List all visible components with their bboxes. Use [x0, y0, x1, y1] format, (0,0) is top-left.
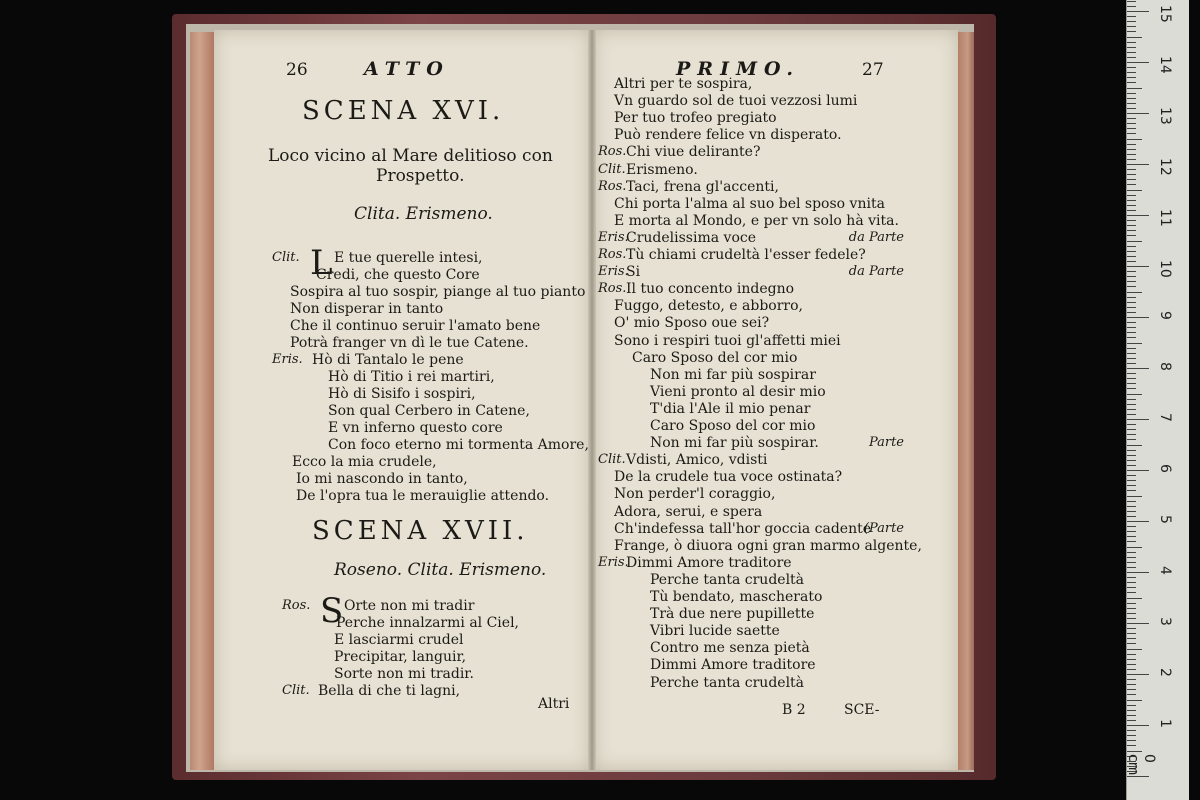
ruler-tick [1127, 751, 1142, 752]
ruler-tick [1127, 159, 1136, 160]
ruler-tick [1127, 154, 1136, 155]
stage-aside: (Parte [863, 520, 904, 536]
ruler-tick [1127, 317, 1149, 318]
ruler-number: 7 [1157, 413, 1173, 422]
ruler-tick [1127, 195, 1136, 196]
ruler-tick [1127, 694, 1136, 695]
verse-text: Dimmi Amore traditore [626, 554, 792, 571]
ruler-tick [1127, 501, 1136, 502]
verse-text: Dimmi Amore traditore [650, 657, 816, 674]
ruler-tick [1127, 215, 1149, 216]
ruler-tick [1127, 577, 1136, 578]
speaker-label: Ros. [598, 247, 627, 262]
ruler-tick [1127, 679, 1136, 680]
verse-text: Vdisti, Amico, vdisti [626, 452, 768, 469]
verse-text: Io mi nascondo in tanto, [296, 471, 468, 487]
speaker-label: Clit. [282, 683, 310, 698]
verse-text: Tù bendato, mascherato [650, 589, 823, 605]
ruler-unit-label: 0 cm [1125, 754, 1157, 776]
ruler-tick [1127, 26, 1136, 27]
ruler-tick [1127, 42, 1136, 43]
ruler-tick [1127, 669, 1136, 670]
ruler-tick [1127, 241, 1142, 242]
verse-text: Chi viue delirante? [626, 144, 761, 161]
verse-text: Caro Sposo del cor mio [632, 349, 798, 366]
ruler-tick [1127, 725, 1149, 726]
ruler-tick [1127, 460, 1136, 461]
ruler-number: 11 [1157, 209, 1173, 227]
ruler-tick [1127, 424, 1136, 425]
verse-text: Ch'indefessa tall'hor goccia cadente [614, 520, 872, 537]
ruler-tick [1127, 450, 1136, 451]
left-page-edge [190, 32, 214, 770]
ruler-tick [1127, 700, 1142, 701]
verse-text: Bella di che ti lagni, [318, 683, 461, 699]
ruler-tick [1127, 409, 1136, 410]
verse-text: Tù chiami crudeltà l'esser fedele? [626, 247, 866, 263]
ruler-tick [1127, 164, 1149, 165]
ruler-tick [1127, 108, 1136, 109]
ruler-tick [1127, 343, 1142, 344]
ruler-tick [1127, 98, 1136, 99]
verse-text: Fuggo, detesto, e abborro, [614, 298, 803, 315]
ruler-tick [1127, 526, 1136, 527]
verse-text: Orte non mi tradir [344, 598, 475, 614]
ruler-tick [1127, 628, 1136, 629]
ruler-tick [1127, 613, 1136, 614]
ruler-tick [1127, 475, 1136, 476]
scene-setting-line-1: Loco vicino al Mare delitioso con [268, 146, 553, 166]
ruler-tick [1127, 179, 1136, 180]
scene-title-xvi: SCENA XVI. [302, 96, 505, 126]
ruler-number: 4 [1157, 566, 1173, 575]
ruler-tick [1127, 225, 1136, 226]
verse-text: Per tuo trofeo pregiato [614, 110, 777, 127]
ruler-tick [1127, 358, 1136, 359]
ruler-tick [1127, 745, 1136, 746]
ruler-tick [1127, 88, 1142, 89]
verse-text: Sospira al tuo sospir, piange al tuo pianto [290, 284, 586, 300]
verse-text: Non disperar in tanto [290, 301, 444, 317]
speaker-label: Ros. [282, 598, 311, 613]
ruler-tick [1127, 128, 1136, 129]
ruler-tick [1127, 169, 1136, 170]
ruler-tick [1127, 113, 1149, 114]
ruler-tick [1127, 271, 1136, 272]
ruler-tick [1127, 47, 1136, 48]
verse-text: Può rendere felice vn disperato. [614, 127, 842, 144]
scene-xvii-persons: Roseno. Clita. Erismeno. [334, 560, 547, 580]
stage-aside: da Parte [848, 229, 904, 245]
verse-text: E lasciarmi crudel [334, 632, 464, 648]
ruler-tick [1127, 266, 1149, 267]
ruler-tick [1127, 72, 1136, 73]
ruler-tick [1127, 220, 1136, 221]
verse-text: Chi porta l'alma al suo bel sposo vnita [614, 195, 885, 212]
verse-text: Non mi far più sospirar. [650, 435, 819, 452]
ruler-tick [1127, 445, 1142, 446]
speaker-label: Clit. [598, 452, 626, 468]
ruler-number: 3 [1157, 617, 1173, 626]
measurement-ruler [1126, 0, 1189, 800]
ruler-tick [1127, 582, 1136, 583]
ruler-tick [1127, 31, 1136, 32]
ruler-tick [1127, 547, 1142, 548]
drop-cap: L [310, 243, 333, 283]
speaker-label: Eris. [272, 352, 303, 367]
ruler-tick [1127, 256, 1136, 257]
ruler-tick [1127, 531, 1136, 532]
ruler-tick [1127, 689, 1136, 690]
ruler-number: 5 [1157, 515, 1173, 524]
ruler-tick [1127, 261, 1136, 262]
ruler-tick [1127, 67, 1136, 68]
verse-text: Con foco eterno mi tormenta Amore, [328, 437, 589, 453]
ruler-tick [1127, 327, 1136, 328]
ruler-tick [1127, 21, 1136, 22]
ruler-tick [1127, 485, 1136, 486]
ruler-number: 9 [1157, 311, 1173, 320]
verse-text: Precipitar, languir, [334, 649, 467, 665]
signature-mark: B 2 [782, 702, 806, 718]
ruler-tick [1127, 312, 1136, 313]
right-page-edge [958, 32, 974, 770]
verse-text: Potrà franger vn dì le tue Catene. [290, 335, 529, 351]
verse-text: Hò di Tantalo le pene [312, 352, 464, 368]
verse-text: Hò di Titio i rei martiri, [328, 369, 495, 385]
verse-text: Erismeno. [626, 161, 698, 178]
ruler-tick [1127, 246, 1136, 247]
verse-text: Taci, frena gl'accenti, [626, 178, 779, 195]
verse-text: Frange, ò diuora ogni gran marmo algente, [614, 537, 922, 554]
ruler-tick [1127, 210, 1136, 211]
ruler-tick [1127, 516, 1136, 517]
ruler-tick [1127, 649, 1142, 650]
speaker-label: Ros. [598, 144, 627, 160]
verse-text: Adora, serui, e spera [614, 503, 763, 520]
ruler-tick [1127, 292, 1142, 293]
ruler-tick [1127, 419, 1149, 420]
ruler-tick [1127, 552, 1136, 553]
ruler-tick [1127, 674, 1149, 675]
ruler-tick [1127, 383, 1136, 384]
ruler-tick [1127, 353, 1136, 354]
ruler-tick [1127, 230, 1136, 231]
ruler-tick [1127, 337, 1136, 338]
verse-text: Caro Sposo del cor mio [650, 418, 816, 434]
ruler-tick [1127, 16, 1136, 17]
ruler-tick [1127, 603, 1136, 604]
ruler-tick [1127, 587, 1136, 588]
ruler-number: 13 [1157, 107, 1173, 125]
ruler-tick [1127, 572, 1149, 573]
ruler-tick [1127, 184, 1136, 185]
ruler-tick [1127, 414, 1136, 415]
speaker-label: Clit. [272, 250, 300, 265]
scene-title-xvii: SCENA XVII. [312, 516, 529, 546]
ruler-tick [1127, 720, 1136, 721]
ruler-tick [1127, 643, 1136, 644]
ruler-number: 8 [1157, 362, 1173, 371]
ruler-tick [1127, 307, 1136, 308]
ruler-tick [1127, 465, 1136, 466]
ruler-tick [1127, 541, 1136, 542]
verse-text: Son qual Cerbero in Catene, [328, 403, 530, 419]
verse-text: Non mi far più sospirar [650, 366, 816, 383]
ruler-tick [1127, 557, 1136, 558]
ruler-tick [1127, 93, 1136, 94]
verse-text: E morta al Mondo, e per vn solo hà vita. [614, 212, 899, 229]
drop-cap: S [320, 591, 344, 631]
verse-text: Hò di Sisifo i sospiri, [328, 386, 476, 402]
verse-text: Che il continuo seruir l'amato bene [290, 318, 541, 334]
right-page-number: 27 [862, 60, 884, 80]
verse-text: De l'opra tua le merauiglie attendo. [296, 488, 550, 504]
ruler-tick [1127, 348, 1136, 349]
ruler-tick [1127, 378, 1136, 379]
verse-text: E vn inferno questo core [328, 420, 503, 436]
ruler-tick [1127, 6, 1136, 7]
ruler-tick [1127, 506, 1136, 507]
verse-text: Perche tanta crudeltà [650, 571, 805, 588]
verse-text: Altri per te sospira, [614, 76, 753, 92]
ruler-tick [1127, 705, 1136, 706]
speaker-label: Ros. [598, 281, 627, 297]
ruler-tick [1127, 439, 1136, 440]
ruler-number: 10 [1157, 260, 1173, 278]
ruler-tick [1127, 302, 1136, 303]
ruler-tick [1127, 123, 1136, 124]
stage-aside: da Parte [848, 264, 904, 280]
ruler-tick [1127, 103, 1136, 104]
ruler-tick [1127, 1, 1136, 2]
ruler-tick [1127, 149, 1136, 150]
speaker-label: Eris. [598, 554, 629, 570]
ruler-tick [1127, 139, 1142, 140]
ruler-tick [1127, 77, 1136, 78]
ruler-number: 2 [1157, 668, 1173, 677]
verse-text: Vibri lucide saette [650, 623, 780, 640]
ruler-number: 15 [1157, 5, 1173, 23]
ruler-tick [1127, 592, 1136, 593]
verse-text: Non perder'l coraggio, [614, 486, 776, 503]
speaker-label: Ros. [598, 178, 627, 194]
verse-text: Vn guardo sol de tuoi vezzosi lumi [614, 93, 858, 110]
scene-setting-line-2: Prospetto. [376, 166, 465, 186]
right-catchword: SCE- [844, 702, 880, 718]
ruler-tick [1127, 394, 1142, 395]
ruler-tick [1127, 638, 1136, 639]
ruler-tick [1127, 470, 1149, 471]
verse-text: Perche tanta crudeltà [650, 674, 805, 691]
ruler-tick [1127, 633, 1136, 634]
ruler-number: 14 [1157, 56, 1173, 74]
ruler-tick [1127, 684, 1136, 685]
ruler-number: 12 [1157, 158, 1173, 176]
ruler-tick [1127, 37, 1142, 38]
ruler-tick [1127, 654, 1136, 655]
ruler-tick [1127, 740, 1136, 741]
ruler-tick [1127, 200, 1136, 201]
ruler-tick [1127, 133, 1136, 134]
ruler-tick [1127, 235, 1136, 236]
ruler-tick [1127, 388, 1136, 389]
verse-text: T'dia l'Ale il mio penar [650, 400, 811, 417]
ruler-tick [1127, 608, 1136, 609]
ruler-tick [1127, 276, 1136, 277]
ruler-tick [1127, 281, 1136, 282]
speaker-label: Clit. [598, 161, 626, 177]
ruler-tick [1127, 659, 1136, 660]
ruler-tick [1127, 730, 1136, 731]
ruler-tick [1127, 567, 1136, 568]
ruler-tick [1127, 735, 1136, 736]
ruler-tick [1127, 332, 1136, 333]
ruler-tick [1127, 710, 1136, 711]
ruler-tick [1127, 490, 1136, 491]
verse-text: Ecco la mia crudele, [292, 454, 437, 470]
verse-text: Il tuo concento indegno [626, 281, 795, 298]
ruler-tick [1127, 52, 1136, 53]
verse-text: Crudelissima voce [626, 229, 757, 246]
ruler-tick [1127, 521, 1149, 522]
ruler-tick [1127, 429, 1136, 430]
ruler-tick [1127, 57, 1136, 58]
verse-text: Vieni pronto al desir mio [650, 383, 826, 400]
ruler-tick [1127, 174, 1136, 175]
ruler-tick [1127, 496, 1142, 497]
left-catchword: Altri [538, 696, 570, 712]
ruler-tick [1127, 623, 1149, 624]
ruler-tick [1127, 562, 1136, 563]
ruler-tick [1127, 322, 1136, 323]
ruler-tick [1127, 297, 1136, 298]
ruler-tick [1127, 144, 1136, 145]
ruler-tick [1127, 664, 1136, 665]
verse-text: Contro me senza pietà [650, 640, 810, 657]
verse-text: Si [626, 264, 641, 281]
speaker-label: Eris. [598, 229, 629, 245]
ruler-tick [1127, 62, 1149, 63]
ruler-tick [1127, 618, 1136, 619]
ruler-tick [1127, 511, 1136, 512]
verse-text: De la crudele tua voce ostinata? [614, 469, 843, 486]
verse-text: Trà due nere pupillette [650, 606, 815, 623]
ruler-tick [1127, 205, 1136, 206]
ruler-number: 6 [1157, 464, 1173, 473]
ruler-tick [1127, 286, 1136, 287]
ruler-tick [1127, 373, 1136, 374]
right-running-head: PRIMO. [676, 58, 801, 80]
verse-text: Credi, che questo Core [316, 267, 480, 283]
ruler-number: 1 [1157, 719, 1173, 728]
ruler-tick [1127, 368, 1149, 369]
stage-aside: Parte [868, 435, 904, 451]
ruler-tick [1127, 11, 1149, 12]
ruler-tick [1127, 118, 1136, 119]
verse-text: Perche innalzarmi al Ciel, [336, 615, 519, 631]
ruler-tick [1127, 434, 1136, 435]
verse-text: Sorte non mi tradir. [334, 666, 474, 682]
ruler-tick [1127, 82, 1136, 83]
scene-persons: Clita. Erismeno. [354, 204, 493, 224]
verse-text: Sono i respiri tuoi gl'affetti miei [614, 332, 841, 349]
ruler-tick [1127, 536, 1136, 537]
ruler-tick [1127, 598, 1142, 599]
speaker-label: Eris. [598, 264, 629, 280]
ruler-tick [1127, 715, 1136, 716]
ruler-tick [1127, 455, 1136, 456]
ruler-tick [1127, 251, 1136, 252]
ruler-tick [1127, 363, 1136, 364]
book-gutter [588, 30, 596, 770]
left-page-number: 26 [286, 60, 308, 80]
ruler-tick [1127, 404, 1136, 405]
ruler-tick [1127, 480, 1136, 481]
left-running-head: ATTO [364, 58, 450, 80]
ruler-tick [1127, 399, 1136, 400]
verse-text: O' mio Sposo oue sei? [614, 315, 770, 332]
verse-text: E tue querelle intesi, [334, 250, 483, 266]
ruler-tick [1127, 190, 1142, 191]
